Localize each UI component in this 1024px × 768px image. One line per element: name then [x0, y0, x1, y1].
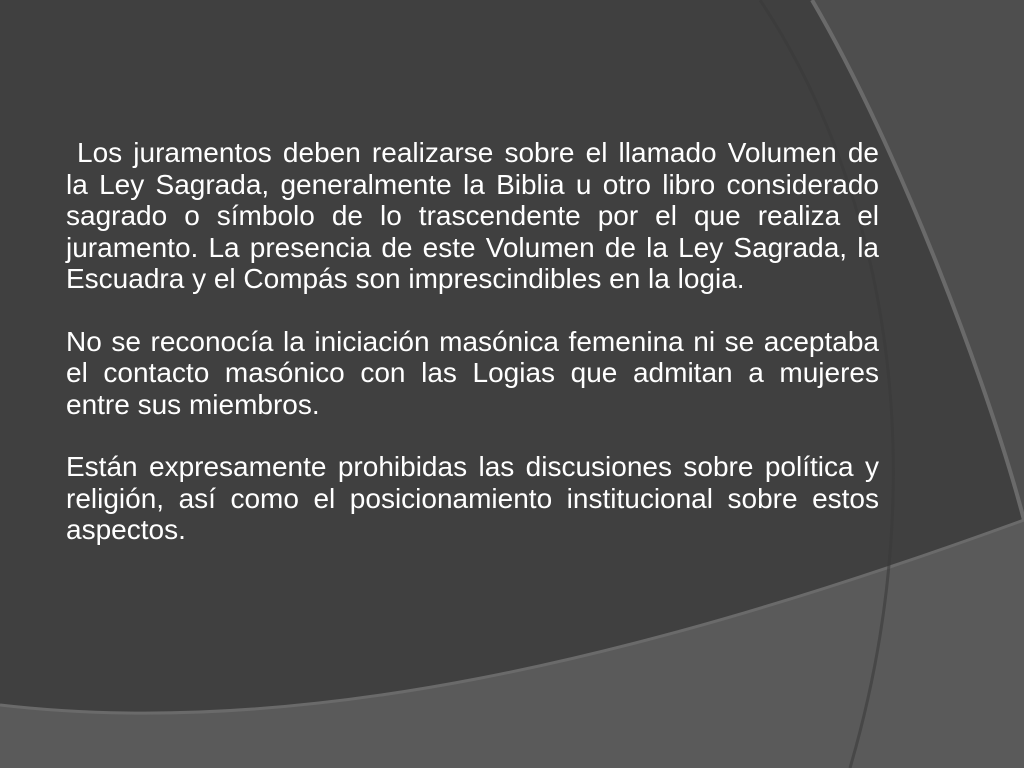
paragraph-women-initiation: No se reconocía la iniciación masónica femenina ni se aceptaba el contacto masónico con las Logias que admitan a mujeres entre sus miembros.: [66, 325, 879, 420]
paragraph-politics-religion: Están expresamente prohibidas las discusiones sobre política y religión, así como el posicionamiento institucional sobre estos aspectos.: [66, 451, 879, 545]
paragraph-oaths: Los juramentos deben realizarse sobre el llamado Volumen de la Ley Sagrada, generalmente la Biblia u otro libro considerado sagrado o símbolo de lo trascendente por el que realiza el juramento. La presencia de este Volumen de la Ley Sagrada, la Escuadra y el Compás son imprescindibles en la logia.: [66, 137, 879, 294]
slide-body: [66, 137, 879, 577]
